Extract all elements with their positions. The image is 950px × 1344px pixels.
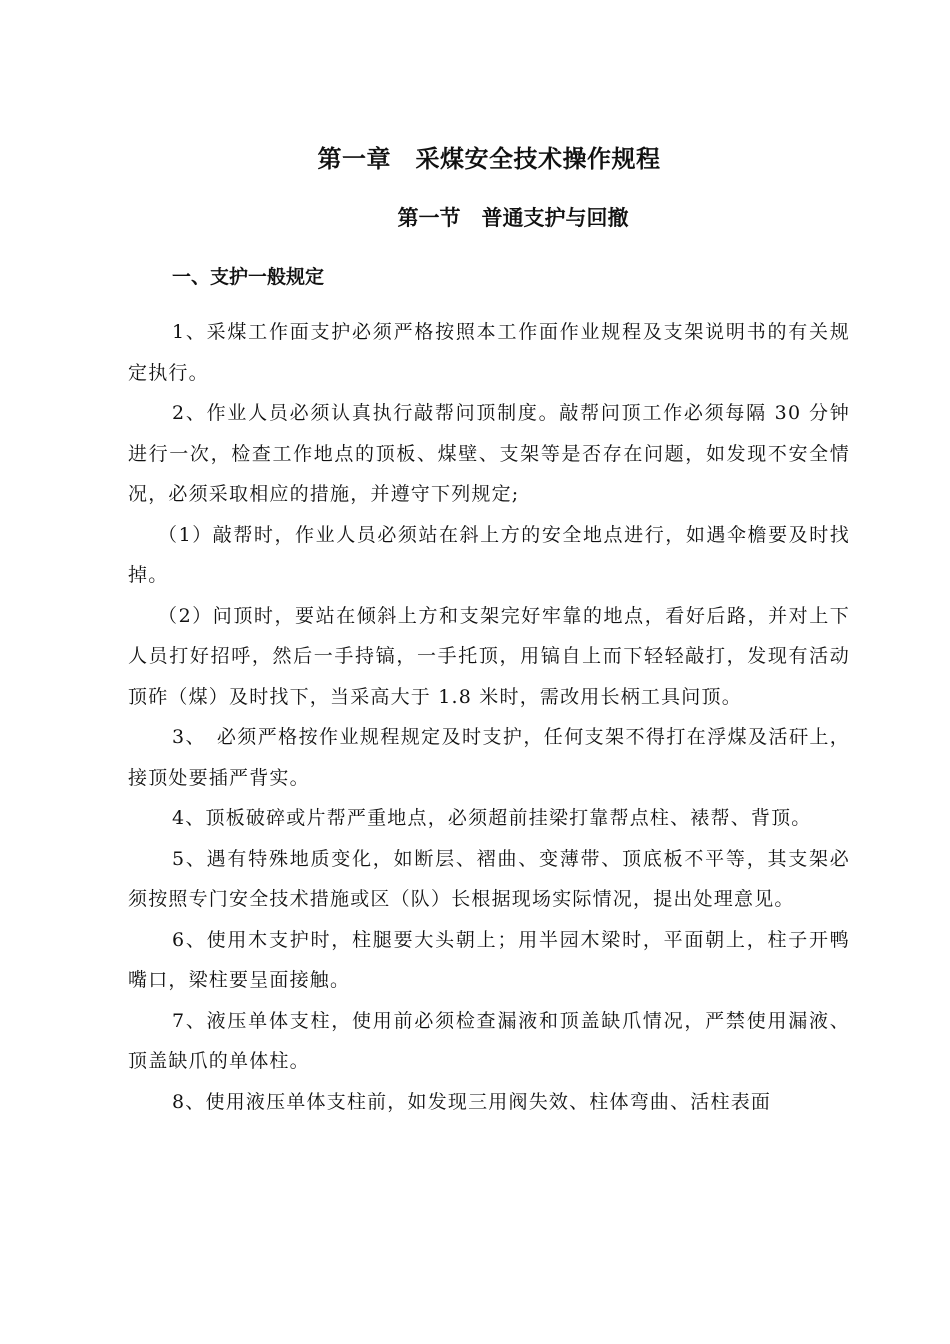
chapter-title: 第一章 采煤安全技术操作规程 xyxy=(317,145,661,173)
document-body xyxy=(128,312,850,1122)
paragraph-7: 7、液压单体支柱，使用前必须检查漏液和顶盖缺爪情况，严禁使用漏液、顶盖缺爪的单体柱。 xyxy=(128,1009,850,1072)
paragraph-2-2: （2）问顶时，要站在倾斜上方和支架完好牢靠的地点，看好后路，并对上下人员打好招呼，然后一手持镐，一手托顶，用镐自上而下轻轻敲打，发现有活动顶砟（煤）及时找下，当采高大于 1.8 米时，需改用长柄工具问顶。 xyxy=(128,604,850,708)
section-title: 第一节 普通支护与回撤 xyxy=(397,206,629,230)
paragraph-8: 8、使用液压单体支柱前，如发现三用阀失效、柱体弯曲、活柱表面 xyxy=(172,1090,772,1113)
paragraph-4: 4、顶板破碎或片帮严重地点，必须超前挂梁打靠帮点柱、裱帮、背顶。 xyxy=(172,807,812,829)
paragraph-2: 2、作业人员必须认真执行敲帮问顶制度。敲帮问顶工作必须每隔 30 分钟进行一次，检查工作地点的顶板、煤壁、支架等是否存在问题，如发现不安全情况，必须采取相应的措施，并遵守下列规定; xyxy=(128,402,850,505)
paragraph-1: 1、采煤工作面支护必须严格按照本工作面作业规程及支架说明书的有关规定执行。 xyxy=(128,321,850,384)
sub-heading: 一、支护一般规定 xyxy=(172,266,325,288)
paragraph-5: 5、遇有特殊地质变化，如断层、褶曲、变薄带、顶底板不平等，其支架必须按照专门安全技术措施或区（队）长根据现场实际情况，提出处理意见。 xyxy=(128,847,850,910)
paragraph-3: 3、 必须严格按作业规程规定及时支护，任何支架不得打在浮煤及活矸上，接顶处要插严背实。 xyxy=(128,726,850,789)
paragraph-6: 6、使用木支护时，柱腿要大头朝上；用半园木梁时，平面朝上，柱子开鸭嘴口，梁柱要呈面接触。 xyxy=(128,928,850,991)
paragraph-2-1: （1）敲帮时，作业人员必须站在斜上方的安全地点进行，如遇伞檐要及时找掉。 xyxy=(128,523,850,586)
